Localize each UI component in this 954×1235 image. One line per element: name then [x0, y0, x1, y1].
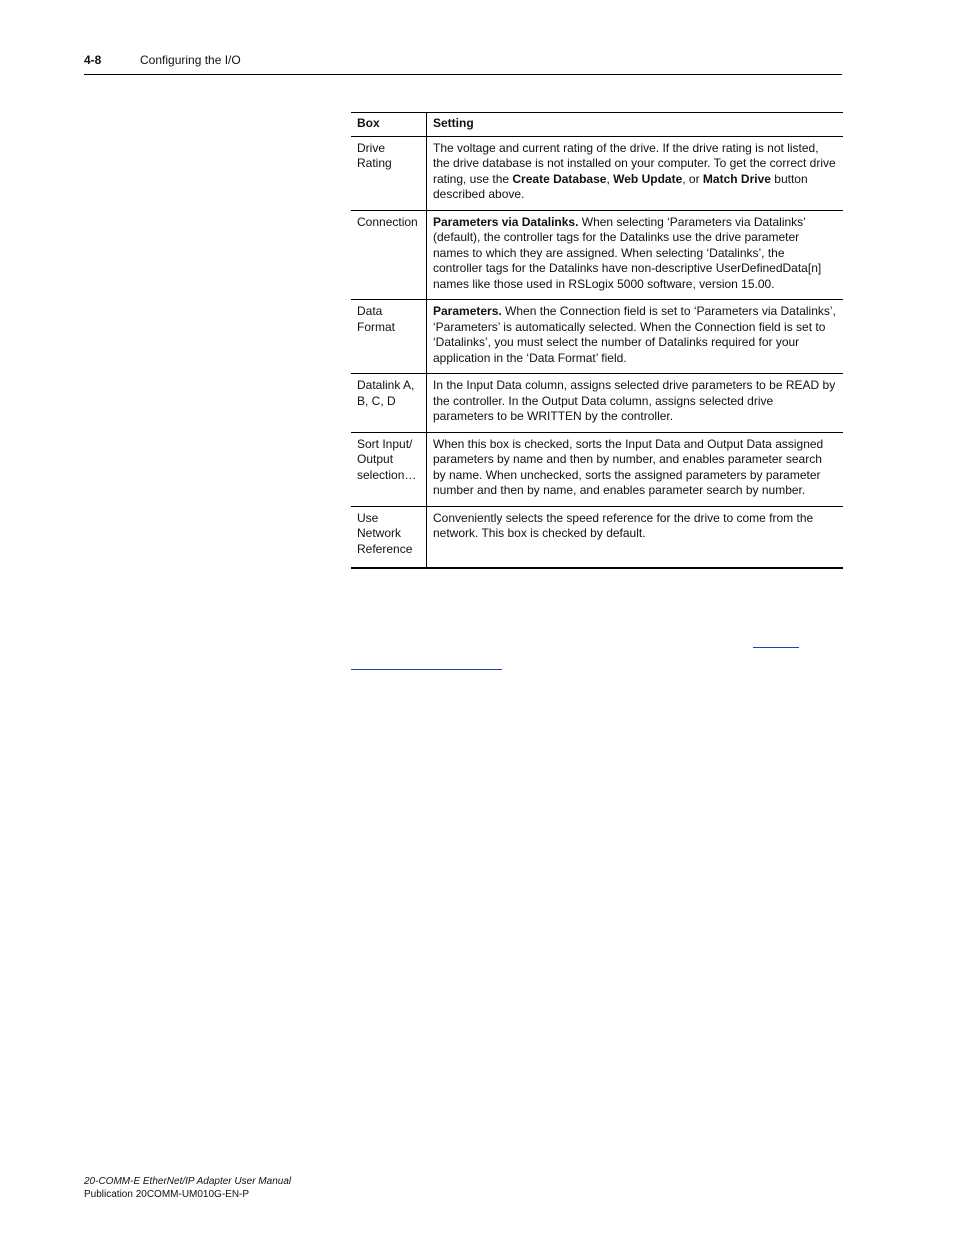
- hyperlink-underline[interactable]: [753, 647, 799, 648]
- publication-number: Publication 20COMM-UM010G-EN-P: [84, 1189, 250, 1200]
- box-cell: Use Network Reference: [351, 506, 427, 568]
- box-cell: Datalink A, B, C, D: [351, 374, 427, 433]
- column-header-setting: Setting: [427, 113, 844, 137]
- box-cell: Data Format: [351, 300, 427, 374]
- setting-bold-text: Match Drive: [702, 171, 771, 186]
- setting-cell: [427, 300, 844, 374]
- setting-cell: [427, 506, 844, 568]
- table-row: [351, 374, 843, 433]
- table-row: [351, 432, 843, 506]
- setting-text: Conveniently selects the speed reference for the drive to come from the network. This box is checked by default.: [433, 510, 814, 540]
- setting-bold-text: Parameters via Datalinks.: [433, 214, 579, 229]
- table-row: [351, 136, 843, 210]
- setting-bold-text: Parameters.: [433, 304, 502, 318]
- page-footer: [84, 1175, 291, 1201]
- table-row: [351, 210, 843, 300]
- table-row: [351, 300, 843, 374]
- column-header-box: Box: [351, 113, 427, 137]
- setting-text: When the Connection field is set to ‘Parameters via Datalinks’, ‘Parameters’ is automatically selected. When the Connection field is set to ‘Datalinks’, you must select the number of Datalinks required for your application in the ‘Data Format’ field.: [433, 304, 836, 365]
- section-title: Configuring the I/O: [140, 53, 241, 67]
- setting-cell: [427, 432, 844, 506]
- setting-bold-text: Web Update: [613, 171, 683, 186]
- table-header-row: [351, 113, 843, 137]
- manual-title: 20-COMM-E EtherNet/IP Adapter User Manual: [84, 1176, 292, 1187]
- page-number: 4-8: [84, 53, 102, 67]
- setting-text: , or: [682, 171, 703, 186]
- setting-text: The voltage and current rating of the drive. If the drive rating is not listed, the drive database is not installed on your computer. To get the correct drive rating, use the: [433, 140, 836, 186]
- box-cell: Connection: [351, 210, 427, 300]
- setting-cell: [427, 136, 844, 210]
- settings-table: [351, 112, 843, 569]
- table-row: [351, 506, 843, 568]
- box-cell: Sort Input/ Output selection…: [351, 432, 427, 506]
- header-divider: [84, 74, 842, 75]
- setting-text: button described above.: [433, 171, 808, 201]
- box-cell: Drive Rating: [351, 136, 427, 210]
- setting-text: In the Input Data column, assigns selected drive parameters to be READ by the controller. In the Output Data column, assigns selected drive parameters to be WRITTEN by the controller.: [433, 378, 836, 423]
- setting-bold-text: Create Database: [512, 171, 607, 186]
- hyperlink-underline-continued[interactable]: [351, 669, 502, 670]
- setting-cell: [427, 210, 844, 300]
- setting-text: When this box is checked, sorts the Input Data and Output Data assigned parameters by name and then by number, and enables parameter search by name. When unchecked, sorts the assigned parameters by parameter number and then by name, and enables parameter search by number.: [433, 436, 824, 497]
- setting-text: When selecting ‘Parameters via Datalinks’ (default), the controller tags for the Datalinks use the drive parameter names to which they are assigned. When selecting ‘Datalinks’, the controller tags for the Datalinks have non-descriptive UserDefinedData[n] names like those used in RSLogix 5000 software, version 15.00.: [433, 214, 822, 291]
- setting-text: ,: [606, 171, 614, 186]
- setting-cell: [427, 374, 844, 433]
